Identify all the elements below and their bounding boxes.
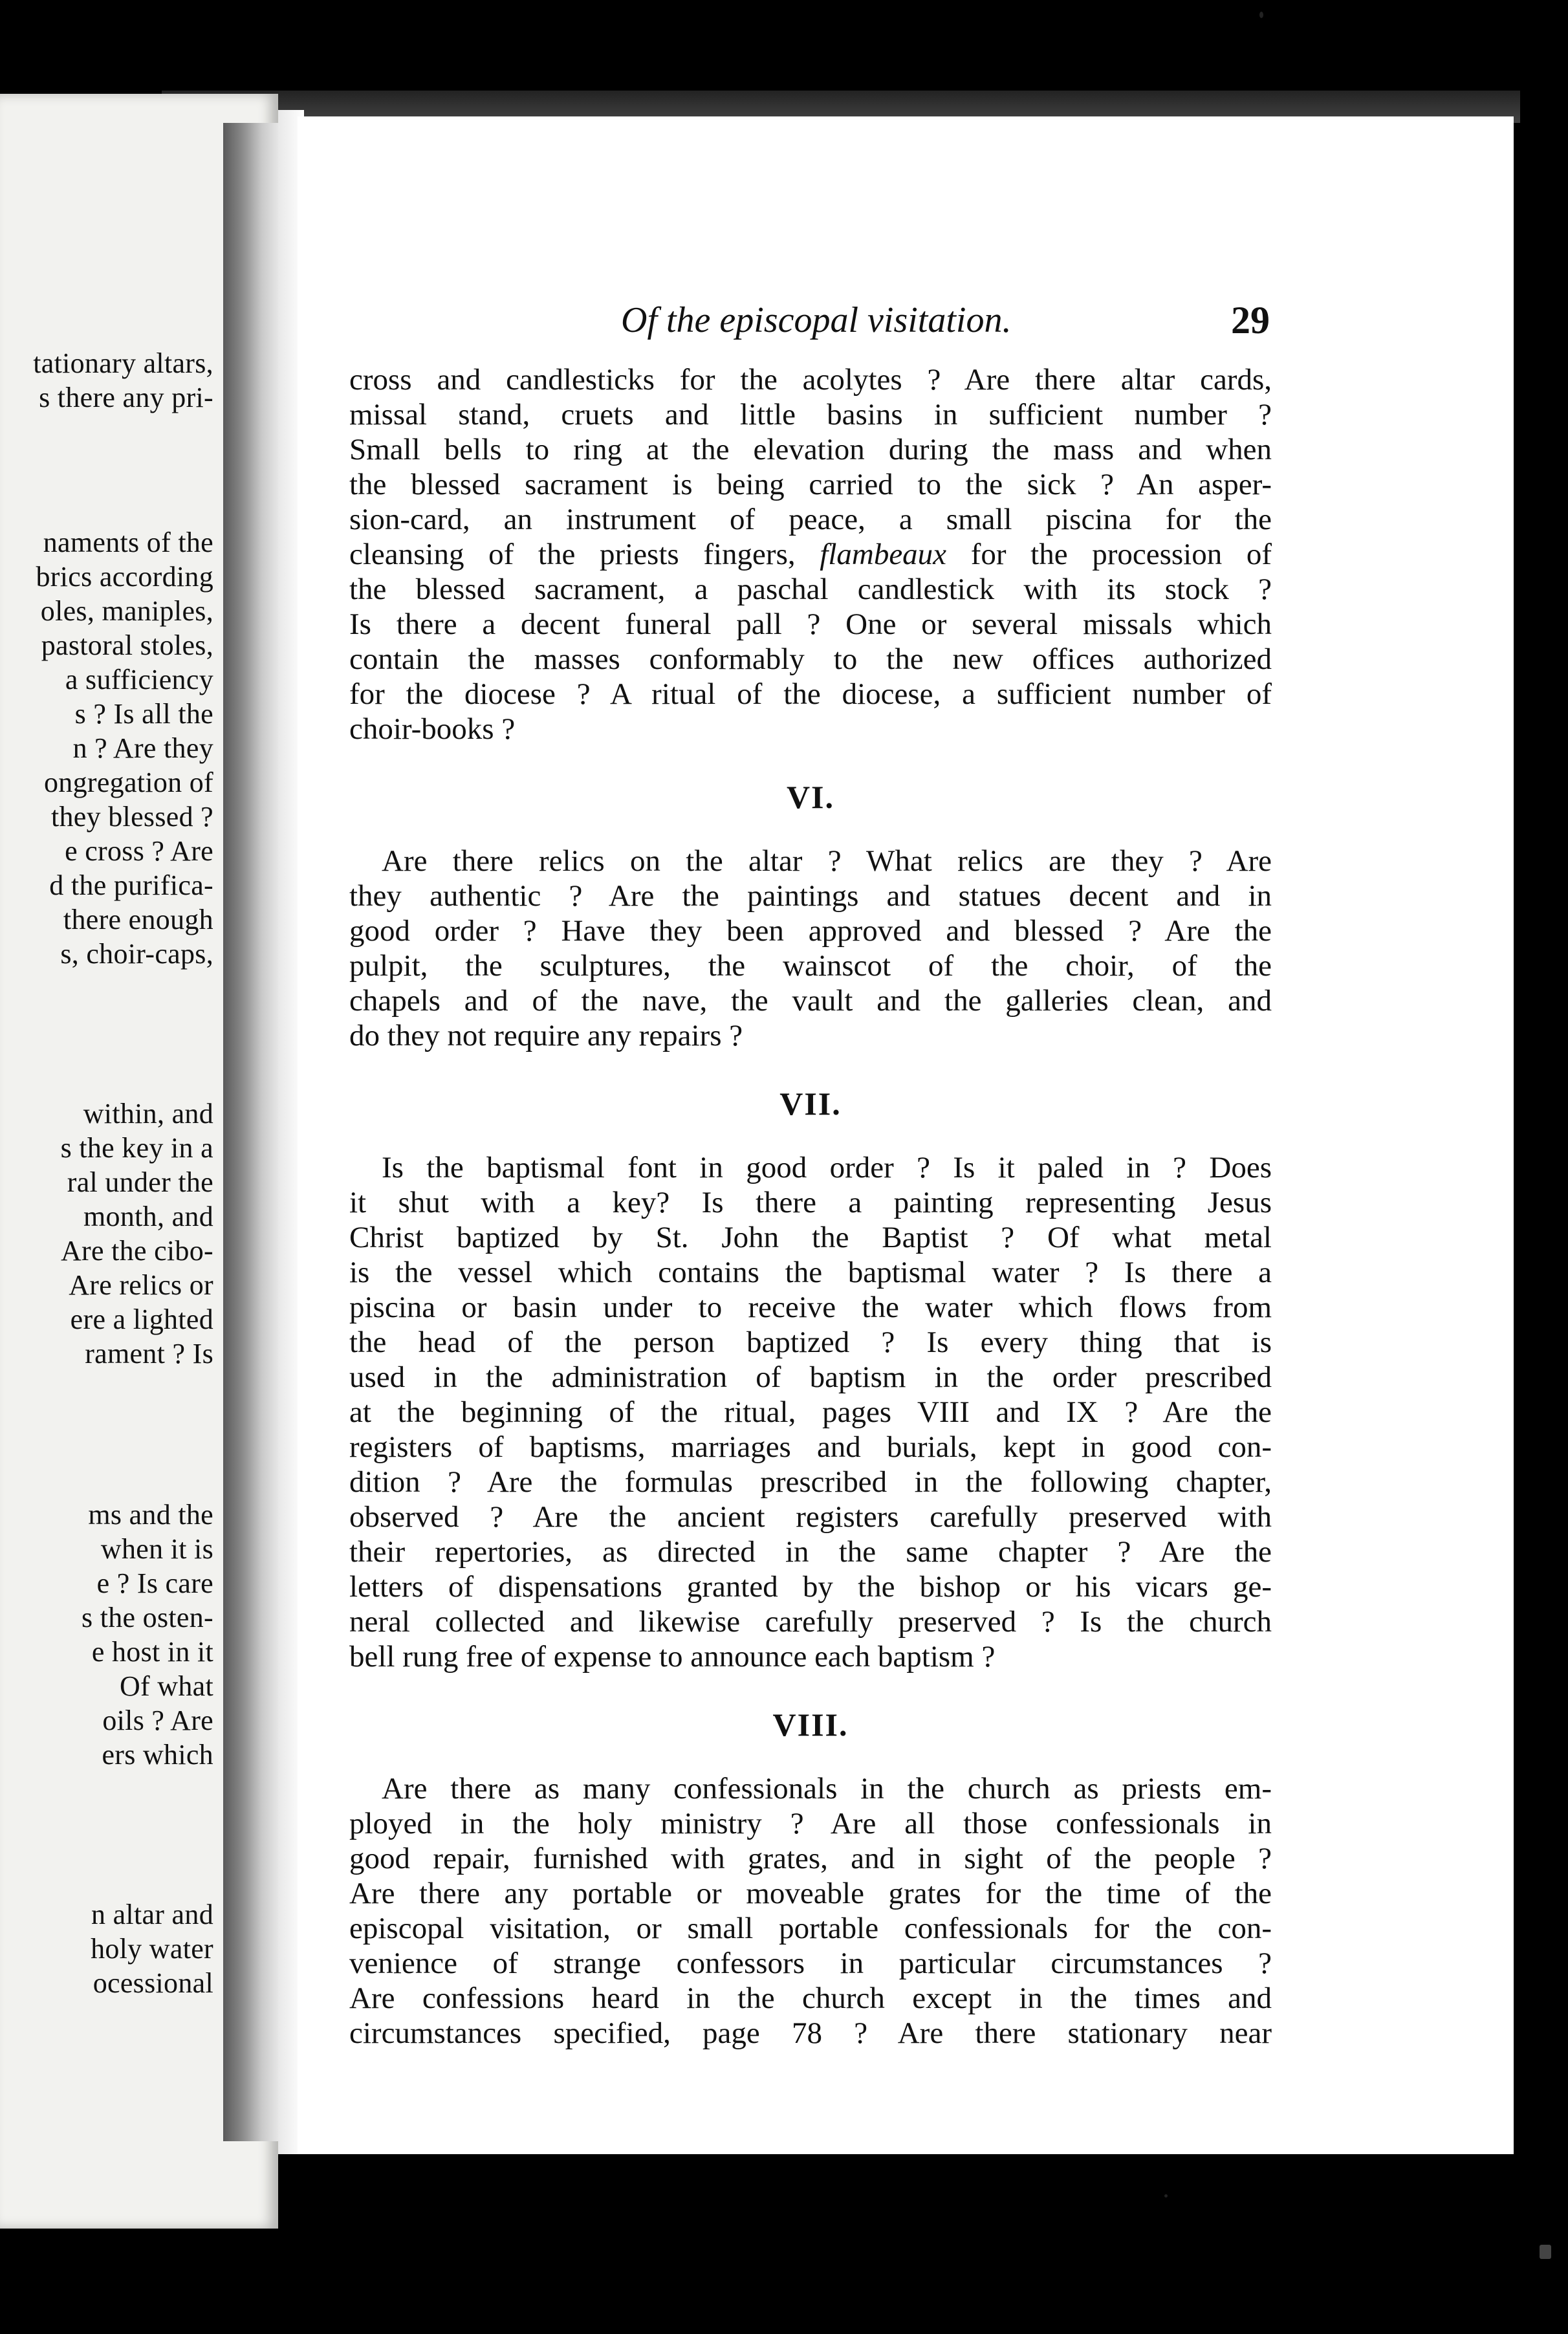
text-line: Small bells to ring at the elevation during the mass and when [349, 433, 1272, 466]
left-page-line: a sufficiency [65, 664, 213, 695]
text-line: is the vessel which contains the baptismal water ? Is there a [349, 1256, 1272, 1289]
left-page-line: s the osten- [81, 1602, 213, 1633]
left-page-line: ms and the [88, 1499, 213, 1531]
left-page-line: oils ? Are [102, 1705, 213, 1736]
left-page-line: s the key in a [60, 1132, 213, 1164]
left-page-line: pastoral stoles, [41, 629, 213, 661]
text-line: Is the baptismal font in good order ? Is it paled in ? Does [382, 1151, 1272, 1184]
left-page-line: s there any pri- [39, 382, 213, 413]
text-line: episcopal visitation, or small portable confessionals for the con- [349, 1912, 1272, 1945]
text-line: sion-card, an instrument of peace, a small piscina for the [349, 503, 1272, 536]
text-line: Are there relics on the altar ? What relics are they ? Are [382, 844, 1272, 878]
text-line: at the beginning of the ritual, pages VIII and IX ? Are the [349, 1395, 1272, 1429]
text-line: for the diocese ? A ritual of the diocese, a sufficient number of [349, 677, 1272, 711]
text-line: the blessed sacrament is being carried to the sick ? An asper- [349, 468, 1272, 501]
left-page-line: d the purifica- [49, 869, 213, 901]
left-page-line: n altar and [91, 1899, 213, 1930]
left-page-line: when it is [100, 1533, 213, 1565]
left-page-line: ral under the [67, 1166, 213, 1198]
page-number: 29 [1231, 299, 1270, 342]
section-heading: VIII. [772, 1707, 849, 1743]
text-line: they authentic ? Are the paintings and statues decent and in [349, 879, 1272, 913]
left-page-line: holy water [91, 1933, 213, 1965]
scan-speck [1259, 12, 1263, 18]
text-line: venience of strange confessors in particular circumstances ? [349, 1947, 1272, 1980]
text-line: neral collected and likewise carefully preserved ? Is the church [349, 1605, 1272, 1639]
left-page-line: e cross ? Are [65, 835, 213, 867]
text-line: it shut with a key? Is there a painting representing Jesus [349, 1186, 1272, 1219]
text-line: used in the administration of baptism in the order prescribed [349, 1360, 1272, 1394]
text-line: the blessed sacrament, a paschal candlestick with its stock ? [349, 573, 1272, 606]
left-page-line: s, choir-caps, [60, 938, 213, 970]
text-line: Are there as many confessionals in the church as priests em- [382, 1772, 1272, 1805]
left-page-line: Are relics or [69, 1269, 213, 1301]
text-line: choir-books ? [349, 712, 516, 746]
text-line: the head of the person baptized ? Is every thing that is [349, 1325, 1272, 1359]
text-line: observed ? Are the ancient registers carefully preserved with [349, 1500, 1272, 1534]
text-line: Are there any portable or moveable grates for the time of the [349, 1877, 1272, 1910]
scan-speck [1164, 2194, 1168, 2198]
left-page-line: naments of the [43, 527, 213, 558]
section-heading: VI. [786, 779, 835, 815]
left-page-line: ongregation of [43, 767, 213, 798]
text-line: registers of baptisms, marriages and burials, kept in good con- [349, 1430, 1272, 1464]
left-page-line: e host in it [91, 1636, 213, 1668]
text-line: Is there a decent funeral pall ? One or several missals which [349, 607, 1272, 641]
left-page-line: ers which [102, 1739, 213, 1771]
text-line: piscina or basin under to receive the water which flows from [349, 1291, 1272, 1324]
running-head: Of the episcopal visitation. [621, 300, 1012, 340]
section-heading: VII. [779, 1085, 842, 1122]
text-line: letters of dispensations granted by the bishop or his vicars ge- [349, 1570, 1272, 1604]
text-line: dition ? Are the formulas prescribed in the following chapter, [349, 1465, 1272, 1499]
text-line: good repair, furnished with grates, and in sight of the people ? [349, 1842, 1272, 1875]
text-line: Are confessions heard in the church except in the times and [349, 1981, 1272, 2015]
left-page-line: Are the cibo- [60, 1235, 213, 1267]
left-page-line: rament ? Is [85, 1338, 213, 1369]
left-page-line: tationary altars, [33, 347, 213, 379]
text-line: their repertories, as directed in the same chapter ? Are the [349, 1535, 1272, 1569]
text-line: cross and candlesticks for the acolytes ? Are there altar cards, [349, 363, 1272, 397]
left-page-line: Of what [119, 1670, 213, 1702]
text-line: cleansing of the priests fingers, flambeaux for the procession of [349, 538, 1272, 571]
text-line: ployed in the holy ministry ? Are all those confessionals in [349, 1807, 1272, 1840]
text-line: missal stand, cruets and little basins in sufficient number ? [349, 398, 1272, 431]
left-page-line: month, and [83, 1201, 213, 1232]
text-line: chapels and of the nave, the vault and the galleries clean, and [349, 984, 1272, 1018]
italic-term: flambeaux [820, 538, 947, 571]
text-line: Christ baptized by St. John the Baptist ? Of what metal [349, 1221, 1272, 1254]
left-page-line: ere a lighted [70, 1303, 213, 1335]
left-page-line: brics according [36, 561, 213, 593]
text-line: good order ? Have they been approved and blessed ? Are the [349, 914, 1272, 948]
left-page-line: e ? Is care [96, 1567, 213, 1599]
text-line: circumstances specified, page 78 ? Are there stationary near [349, 2016, 1272, 2050]
scan-mark [1540, 2245, 1551, 2259]
left-page-line: there enough [63, 904, 213, 935]
text-line: bell rung free of expense to announce each baptism ? [349, 1640, 996, 1674]
left-page-line: they blessed ? [50, 801, 213, 833]
text-line: pulpit, the sculptures, the wainscot of the choir, of the [349, 949, 1272, 983]
left-page-line: within, and [83, 1098, 213, 1129]
text-line: do they not require any repairs ? [349, 1019, 743, 1052]
binding-gutter [223, 123, 278, 2141]
left-page-line: oles, maniples, [40, 595, 213, 627]
left-page-line: s ? Is all the [74, 698, 213, 730]
left-page-line: n ? Are they [72, 732, 213, 764]
left-page-line: ocessional [93, 1967, 213, 1999]
text-line: contain the masses conformably to the new offices authorized [349, 642, 1272, 676]
